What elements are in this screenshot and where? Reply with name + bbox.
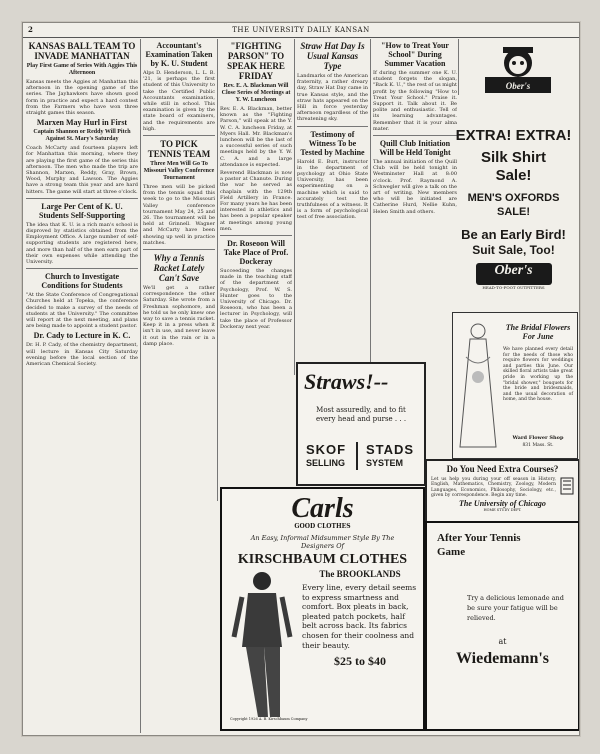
- ad-text: Try a delicious lemonade and be sure your fatigue will be relieved.: [467, 594, 564, 622]
- obers-mascot-text: Ober's: [505, 81, 531, 91]
- column-rule: [458, 39, 459, 95]
- straws-ad: [296, 362, 426, 486]
- column-2: [143, 39, 215, 733]
- headline: "FIGHTING PARSON" TO SPEAK HERE FRIDAY: [227, 41, 285, 81]
- ad-line: Most assuredly, and to fit: [316, 406, 406, 414]
- divider: [26, 268, 138, 269]
- ad-brand: KIRSCHBAUM CLOTHES: [237, 552, 408, 567]
- ad-line: Suit Sale, Too!: [472, 243, 555, 257]
- ad-line: every head and purse . . .: [315, 415, 407, 423]
- ad-footer: Ward Flower Shop: [512, 435, 564, 441]
- ad-text: Let us help you during your off season in History, English, Mathematics, Chemistry, Zoology, Modern Languages, Economics, Philosophy, Sociology, etc., given by correspondence. Begin any time.: [431, 477, 556, 499]
- headline: Straw Hat Day Is Usual Kansas Type: [300, 41, 365, 71]
- subheadline: Captain Shannon or Reddy Will Pitch Against St. Mary's Saturday: [33, 129, 131, 143]
- ad-headline: Do You Need Extra Courses?: [446, 464, 559, 474]
- chicago-courses-ad: [425, 459, 580, 523]
- page-number: 2: [28, 25, 34, 34]
- article-text: Harold E. Burt, instructor in the department of psychology at Ohio State University, has been experimenting on a machine which is said to accurately test the truthfulness of a witness. It is a form of psychological test of free association.: [297, 158, 368, 221]
- ad-headline: EXTRA! EXTRA!: [455, 127, 572, 144]
- ad-text: Every line, every detail seems to express smartness and comfort. Box pleats in back, pleated patch pockets, half belt across back. Its fabrics chosen for their coolness and their beauty.: [302, 583, 417, 650]
- headline: Church to Investigate Conditions for Students: [41, 272, 123, 291]
- ad-title: Straws!--: [304, 369, 389, 394]
- ad-name: The University of Chicago: [459, 498, 546, 508]
- headline: Testimony of Witness To be Tested by Machine: [300, 129, 365, 157]
- column-4: [297, 39, 368, 373]
- ad-line: Be an Early Bird!: [461, 227, 566, 242]
- column-rule: [294, 39, 295, 375]
- carls-logo: Carls: [291, 493, 354, 524]
- ad-line: Sale!: [495, 167, 532, 184]
- headline: "How to Treat Your School" During Summer Vacation: [381, 41, 449, 68]
- headline: Dr. Cady to Lecture in K. C.: [33, 331, 131, 341]
- divider: [220, 235, 292, 236]
- ad-headline: The Bridal Flowers For June: [505, 323, 571, 341]
- divider: [143, 135, 215, 136]
- subheadline: Three Men Will Go To Missouri Valley Conference Tournament: [143, 161, 215, 182]
- ad-line: Silk Shirt: [480, 149, 547, 166]
- article-text: Coach McCarty and fourteen players left for Manhattan this morning, where they are playing the first game of the series this afternoon. The men who made the trip are Shannon, Marxen, Reddy, Gray, Brown, Wood, Murphy and Lawson. The Aggies have a strong team this year and are hard hitters. The game will start at three o'clock.: [26, 145, 138, 195]
- obers-logo-sub: HEAD-TO-FOOT OUTFITTERS: [482, 285, 545, 290]
- column-rule: [370, 39, 371, 375]
- headline: Quill Club Initiation Will be Held Tonight: [379, 139, 451, 158]
- ad-model: The BROOKLANDS: [319, 569, 401, 579]
- article-text: Dr. H. P. Cady, of the chemistry department, will lecture in Kansas City Saturday evening before the local section of the American Chemical Society.: [26, 342, 138, 368]
- article-text: Kansas meets the Aggies at Manhattan this afternoon in the opening game of the series. The Jayhawkers have shown good form in practice and expect a hard contest from the Farmers who have won three straight games this season.: [26, 79, 138, 117]
- article-text: Rev. E. A. Blackman, better known as the "Fighting Parson," will speak at the Y. W. C. A. luncheon Friday, at Myers Hall. Mr. Blackman's luncheon will be the last of a successful series of such meetings held by the Y. W. C. A. and a large attendance is expected.: [220, 106, 292, 168]
- column-rule: [140, 39, 141, 733]
- article-text: The idea that K. U. is a rich man's school is disproved by statistics obtained from the Employment Office. A large number of self-supporting students are registered here, and more than half of the men earn part of their own expenses while attending the University.: [26, 221, 138, 266]
- ad-at: at: [498, 637, 507, 646]
- ad-intro: An Easy, Informal Midsummer Style By The Designers Of: [250, 534, 395, 550]
- column-rule: [217, 39, 218, 501]
- headline: Large Per Cent of K. U. Students Self-Supporting: [38, 201, 126, 220]
- headline: Dr. Roseoon Will Take Place of Prof. Dockeray: [223, 239, 289, 267]
- man-in-suit-illustration-icon: [228, 567, 298, 721]
- ad-price: $25 to $40: [334, 654, 386, 669]
- article-text: Reverend Blackman is now a pastor at Chanute. During the war he served as chaplain with the 129th Field Artillery in France. For many years he has been interested in athletics and has been a popular speaker at meetings among young men.: [220, 170, 292, 232]
- subheadline: Rev. E. A. Blackman Will Close Series of Meetings at Y. W. Luncheon: [221, 83, 291, 103]
- masthead: [23, 23, 579, 38]
- article-text: Alps D. Henderson, L. L. B. '21, is perhaps the first student of this University to take the Certified Public Accountants examination, while still in school. This examination is given by the state board of examiners, and the requirements are high.: [143, 70, 215, 132]
- subheadline: Play First Game of Series With Aggies This Afternoon: [26, 63, 138, 76]
- article-text: Succeeding the changes made in the teaching staff of the department of Psychology, Prof. W. S. Hunter goes to the University of Chicago. Dr. Roseoon, who has been a lecturer in Psychology, will take the place of Professor Dockeray next year.: [220, 268, 292, 330]
- article-text: The annual initiation of the Quill Club will be held tonight in Westminster Hall at 8:00 o'clock. Prof. Raymond A. Schwegler will give a talk on the art of writing. New members who will be initiated are Catherine Hurd, Nellie Kuhn, Helen Smith and others.: [373, 159, 457, 215]
- bride-illustration-icon: [456, 317, 500, 455]
- obers-mascot-icon: [463, 41, 573, 97]
- column-3: [220, 39, 292, 373]
- logo-divider-icon: [350, 442, 364, 470]
- skof-stads-logo: [306, 442, 414, 474]
- logo-word-right: STADS: [366, 442, 415, 457]
- flower-shop-ad: [452, 312, 578, 459]
- newspaper-page: [22, 22, 580, 736]
- ad-footer: HOME STUDY DEPT.: [483, 507, 522, 512]
- divider: [373, 135, 457, 136]
- obers-logo: Ober's: [476, 263, 552, 285]
- ad-address: 831 Mass. St.: [522, 443, 554, 448]
- logo-sub-right: SYSTEM: [366, 458, 404, 468]
- article-text: If during the summer one K. U. student forgets the slogan, "Back K. U.," the rest of us might profit by the following "How to Treat Your School." Praise it. Support it. Talk about it. Be polite and enthusiastic. Tell of its learning advantages. Remember that it is your alma mater.: [373, 70, 457, 132]
- article-text: We'll get a rather correspondence the other Saturday. She wrote from a Freshman sophomore, and he told us he only knew one way to save a tennis racket. Keep it in a press when it isn't in use, and never leave it out in the rain or in a damp place.: [143, 285, 215, 347]
- carls-clothing-ad: [220, 487, 425, 731]
- masthead-title: THE UNIVERSITY DAILY KANSAN: [232, 26, 370, 34]
- column-5: [373, 39, 457, 373]
- headline: TO PICK TENNIS TEAM: [147, 139, 211, 160]
- ad-text: We have planned every detail for the needs of those who require flowers for weddings and parties this June. Our skilled floral artists take great pride in working up the "bridal shower," bouquets for the bride and bridesmaids, and the usual decoration of home, and the house.: [503, 347, 573, 403]
- university-seal-icon: [560, 477, 574, 495]
- divider: [143, 249, 215, 250]
- obers-sale-ad: [451, 99, 576, 309]
- logo-word-left: SKOF: [306, 442, 347, 457]
- headline: Why a Tennis Racket Lately Can't Save: [153, 253, 205, 284]
- article-text: Three men will be picked from the tennis squad this week to go to the Missouri Valley conference tournament May 24, 25 and 26. The tournament will be held at Grinnell. Wagner and McCarty have been showing up well in practice matches.: [143, 184, 215, 246]
- ad-name: Wiedemann's: [455, 650, 550, 667]
- obers-logo-cartoon: [463, 41, 573, 97]
- ad-line: MEN'S OXFORDS: [467, 192, 560, 204]
- ad-headline: After Your Tennis Game: [437, 532, 521, 558]
- divider: [26, 198, 138, 199]
- ad-credit: Copyright 1926 A. B. Kirschbaum Company: [230, 717, 308, 721]
- divider: [297, 126, 368, 127]
- headline: KANSAS BALL TEAM TO INVADE MANHATTAN: [28, 41, 136, 61]
- logo-sub-left: SELLING: [306, 458, 346, 468]
- headline: Marxen May Hurl in First: [36, 118, 128, 128]
- carls-logo-sub: GOOD CLOTHES: [294, 523, 351, 530]
- wiedemanns-ad: [425, 521, 580, 731]
- ad-line: SALE!: [497, 206, 530, 218]
- headline: Accountant's Examination Taken by K. U. Student: [145, 41, 213, 68]
- article-text: Landmarks of the American fraternity, a rather dreary day, Straw Hat Day came in true Kansas style, and the straw hats appeared on the Hill in force yesterday afternoon regardless of the threatening sky.: [297, 73, 368, 123]
- column-1: [26, 39, 138, 733]
- article-text: "At the State Conference of Congregational Churches held at Topeka, the conference decided to make a survey of the needs of students at the University." The committee will report at the next meeting, and plans are being made to appoint a student pastor.: [26, 292, 138, 330]
